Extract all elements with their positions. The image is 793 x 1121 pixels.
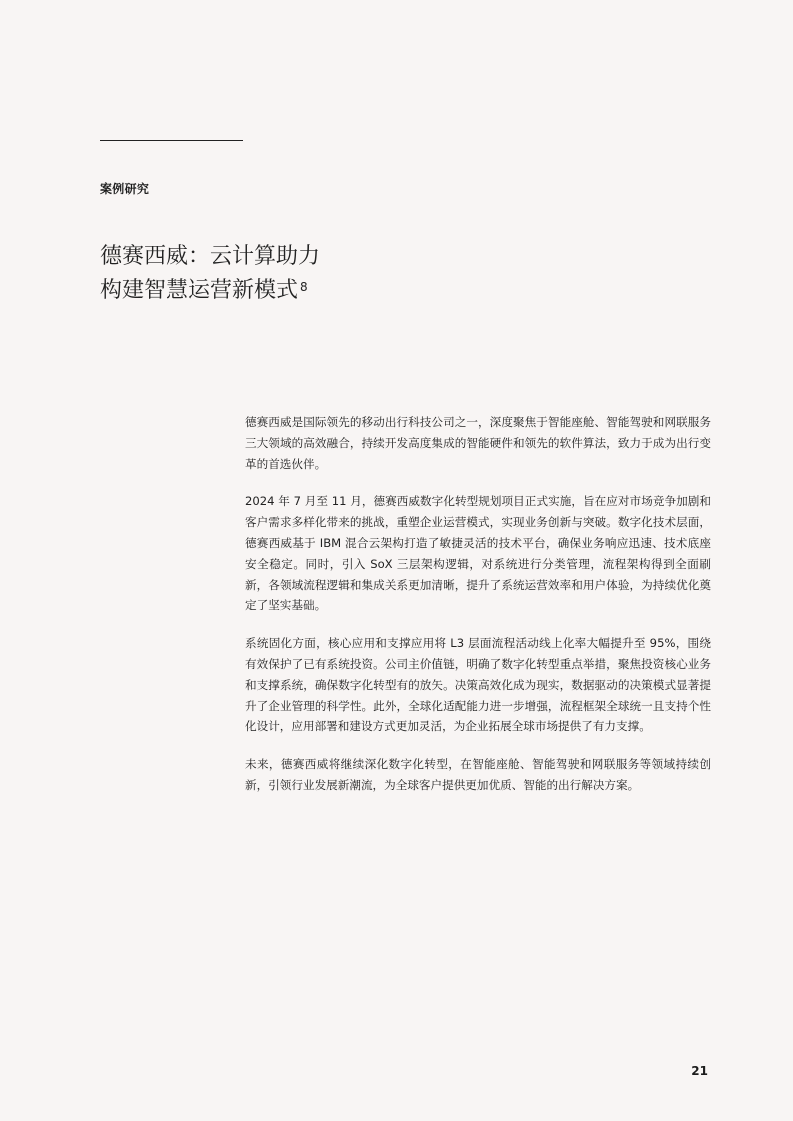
page-title <box>100 240 520 308</box>
title-line-2: 构建智慧运营新模式 <box>100 278 299 303</box>
paragraph-intro: 德赛西威是国际领先的移动出行科技公司之一，深度聚焦于智能座舱、智能驾驶和网联服务三大领域的高效融合，持续开发高度集成的智能硬件和领先的软件算法，致力于成为出行变革的首选伙伴。 <box>245 415 711 471</box>
case-study-body <box>245 412 711 813</box>
header-rule <box>100 140 243 141</box>
paragraph-project: 2024 年 7 月至 11 月，德赛西威数字化转型规划项目正式实施，旨在应对市场竞争加剧和客户需求多样化带来的挑战，重塑企业运营模式，实现业务创新与突破。数字化技术层面，德赛西威基于 IBM 混合云架构打造了敏捷灵活的技术平台，确保业务响应迅速、技术底座安全稳定。同时，引入 SoX 三层架构逻辑，对系统进行分类管理，流程架构得到全面刷新，各领域流程逻辑和集成关系更加清晰，提升了系统运营效率和用户体验，为持续优化奠定了坚实基础。 <box>245 494 711 613</box>
page-number: 21 <box>691 1064 708 1078</box>
paragraph-system: 系统固化方面，核心应用和支撑应用将 L3 层面流程活动线上化率大幅提升至 95%，围绕有效保护了已有系统投资。公司主价值链，明确了数字化转型重点举措，聚焦投资核心业务和支撑系统，确保数字化转型有的放矢。决策高效化成为现实，数据驱动的决策模式显著提升了企业管理的科学性。此外，全球化适配能力进一步增强，流程框架全球统一且支持个性化设计，应用部署和建设方式更加灵活，为企业拓展全球市场提供了有力支撑。 <box>245 636 711 734</box>
paragraph-future: 未来，德赛西威将继续深化数字化转型，在智能座舱、智能驾驶和网联服务等领域持续创新，引领行业发展新潮流，为全球客户提供更加优质、智能的出行解决方案。 <box>245 757 711 792</box>
footnote-marker: 8 <box>300 280 308 294</box>
title-line-1: 德赛西威：云计算助力 <box>100 244 321 269</box>
section-label: 案例研究 <box>100 182 150 196</box>
